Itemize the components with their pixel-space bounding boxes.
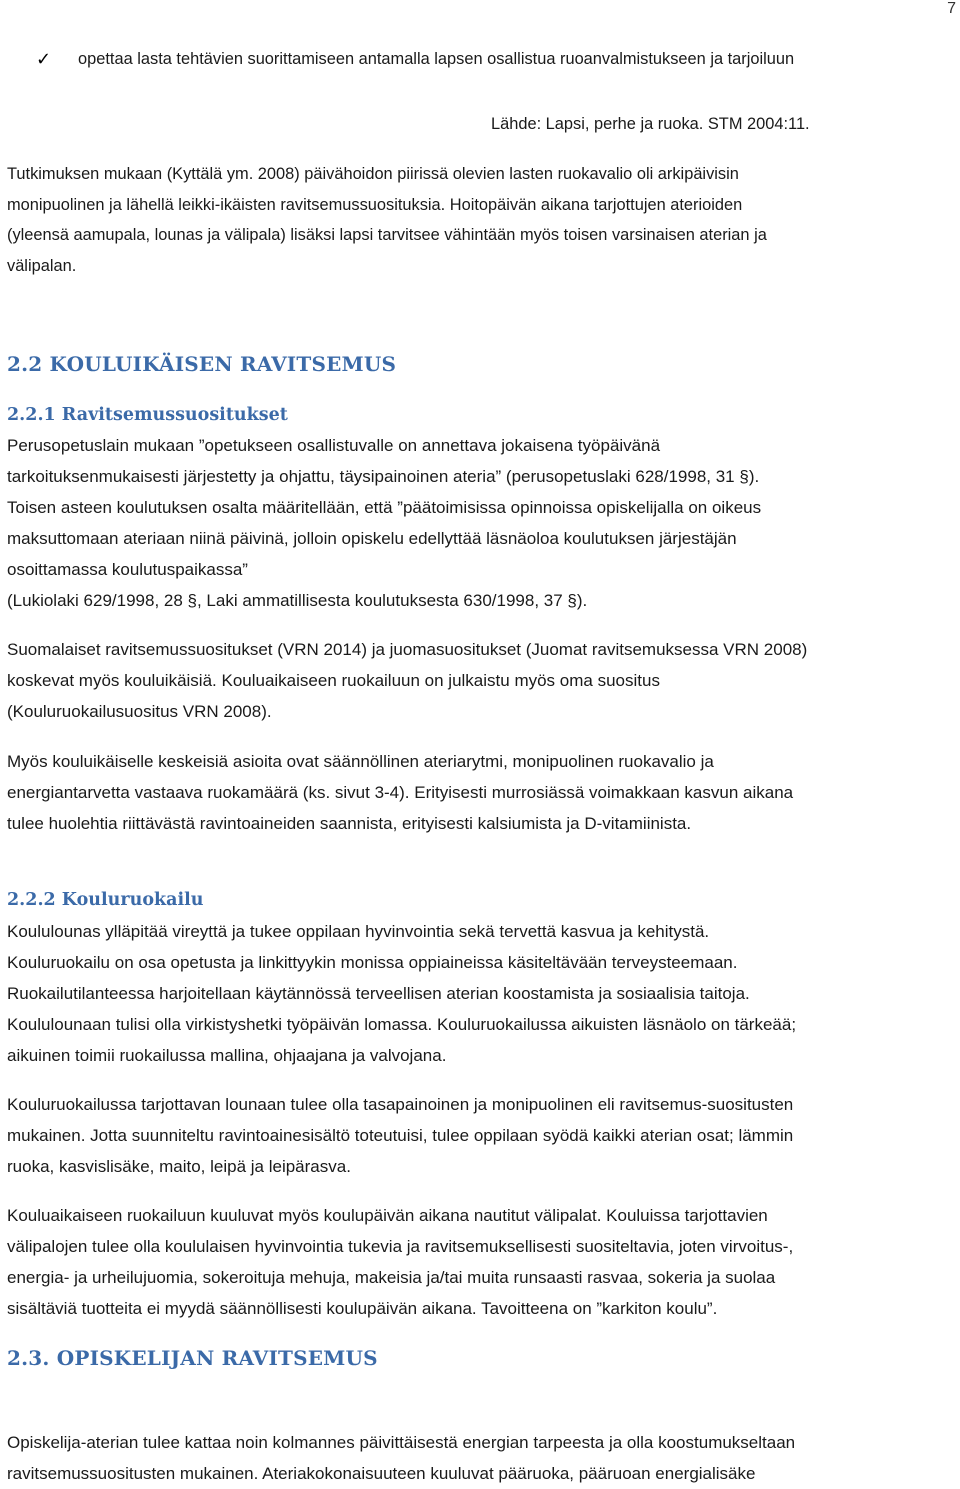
paragraph-line: Opiskelija-aterian tulee kattaa noin kolmannes päivittäisestä energian tarpeesta ja olla koostumukseltaan: [7, 1433, 796, 1452]
section-heading-2-2: 2.2 KOULUIKÄISEN RAVITSEMUS: [7, 352, 397, 376]
paragraph-line: osoittamassa koulutuspaikassa”: [7, 560, 248, 579]
subsection-heading-2-2-1: 2.2.1 Ravitsemussuositukset: [7, 405, 288, 425]
paragraph-line: (Kouluruokailusuositus VRN 2008).: [7, 702, 272, 721]
intro-line: välipalan.: [7, 256, 77, 275]
paragraph-2-2-1-c: [7, 746, 952, 839]
paragraph-2-2-1-b: [7, 634, 952, 727]
paragraph-line: sisältäviä tuotteita ei myydä säännöllisesti koulupäivän aikana. Tavoitteena on ”karkiton koulu”.: [7, 1299, 718, 1318]
intro-line: (yleensä aamupala, lounas ja välipala) lisäksi lapsi tarvitsee vähintään myös toisen varsinaisen aterian ja: [7, 226, 767, 244]
intro-line: Tutkimuksen mukaan (Kyttälä ym. 2008) päivähoidon piirissä olevien lasten ruokavalio oli arkipäivisin: [7, 165, 739, 183]
paragraph-line: Koululounas ylläpitää vireyttä ja tukee oppilaan hyvinvointia sekä tervettä kasvua ja kehitystä.: [7, 922, 710, 941]
paragraph-line: Kouluruokailu on osa opetusta ja linkittyykin monissa oppiaineissa käsiteltävään terveysteemaan.: [7, 953, 738, 972]
paragraph-line: Perusopetuslain mukaan ”opetukseen osallistuvalle on annettava jokaisena työpäivänä: [7, 436, 661, 455]
paragraph-line: välipalojen tulee olla koululaisen hyvinvointia tukevia ja ravitsemuksellisesti suositeltavia, joten virvoitus-,: [7, 1237, 794, 1256]
paragraph-line: Kouluruokailussa tarjottavan lounaan tulee olla tasapainoinen ja monipuolinen eli ravitsemus-suositusten: [7, 1095, 794, 1114]
paragraph-line: mukainen. Jotta suunniteltu ravintoainesisältö toteutuisi, tulee oppilaan syödä kaikki aterian osat; lämmin: [7, 1126, 794, 1145]
paragraph-2-3-a: [7, 1427, 952, 1489]
paragraph-line: tarkoituksenmukaisesti järjestetty ja ohjattu, täysipainoinen ateria” (perusopetuslaki 628/1998, 31 §).: [7, 467, 760, 486]
subsection-heading-2-2-2: 2.2.2 Kouluruokailu: [7, 890, 204, 910]
paragraph-line: Kouluaikaiseen ruokailuun kuuluvat myös koulupäivän aikana nautitut välipalat. Kouluissa tarjottavien: [7, 1206, 768, 1225]
source-citation: Lähde: Lapsi, perhe ja ruoka. STM 2004:11.: [491, 115, 810, 133]
paragraph-line: energia- ja urheilujuomia, sokeroituja mehuja, makeisia ja/tai muita runsaasti rasvaa, sokeria ja suolaa: [7, 1268, 776, 1287]
checklist-item: [36, 47, 956, 71]
paragraph-line: Myös kouluikäiselle keskeisiä asioita ovat säännöllinen ateriarytmi, monipuolinen ruokavalio ja: [7, 752, 714, 771]
paragraph-line: koskevat myös kouluikäisiä. Kouluaikaiseen ruokailuun on julkaistu myös oma suositus: [7, 671, 660, 690]
paragraph-line: Koululounaan tulisi olla virkistyshetki työpäivän lomassa. Kouluruokailussa aikuisten läsnäolo on tärkeää;: [7, 1015, 797, 1034]
paragraph-line: tulee huolehtia riittävästä ravintoaineiden saannista, erityisesti kalsiumista ja D-vitamiinista.: [7, 814, 692, 833]
paragraph-line: aikuinen toimii ruokailussa mallina, ohjaajana ja valvojana.: [7, 1046, 447, 1065]
paragraph-line: ruoka, kasvislisäke, maito, leipä ja leipärasva.: [7, 1157, 351, 1176]
paragraph-2-2-2-c: [7, 1200, 952, 1324]
paragraph-2-2-2-a: [7, 916, 952, 1071]
checklist-item-text: opettaa lasta tehtävien suorittamiseen antamalla lapsen osallistua ruoanvalmistukseen ja tarjoiluun: [78, 50, 795, 68]
paragraph-line: Ruokailutilanteessa harjoitellaan käytännössä terveellisen aterian koostamista ja sosiaalisia taitoja.: [7, 984, 750, 1003]
paragraph-line: (Lukiolaki 629/1998, 28 §, Laki ammatillisesta koulutuksesta 630/1998, 37 §).: [7, 591, 588, 610]
paragraph-2-2-2-b: [7, 1089, 952, 1182]
page-number: 7: [947, 0, 956, 17]
check-icon: ✓: [36, 49, 52, 69]
paragraph-2-2-1-a: [7, 430, 952, 616]
paragraph-line: Suomalaiset ravitsemussuositukset (VRN 2014) ja juomasuositukset (Juomat ravitsemuksessa VRN 2008): [7, 640, 808, 659]
paragraph-line: maksuttomaan ateriaan niinä päivinä, jolloin opiskelu edellyttää läsnäoloa koulutuksen järjestäjän: [7, 529, 737, 548]
intro-paragraph: [7, 159, 937, 281]
intro-line: monipuolinen ja lähellä leikki-ikäisten ravitsemussuosituksia. Hoitopäivän aikana tarjottujen aterioiden: [7, 195, 743, 214]
paragraph-line: energiantarvetta vastaava ruokamäärä (ks. sivut 3-4). Erityisesti murrosiässä voimakkaan kasvun aikana: [7, 783, 794, 802]
paragraph-line: Toisen asteen koulutuksen osalta määritellään, että ”päätoimisissa opinnoissa opiskelijalla on oikeus: [7, 498, 762, 517]
section-heading-2-3: 2.3. OPISKELIJAN RAVITSEMUS: [7, 1346, 378, 1370]
paragraph-line: ravitsemussuositusten mukainen. Ateriakokonaisuuteen kuuluvat pääruoka, pääruoan energialisäke: [7, 1464, 756, 1483]
